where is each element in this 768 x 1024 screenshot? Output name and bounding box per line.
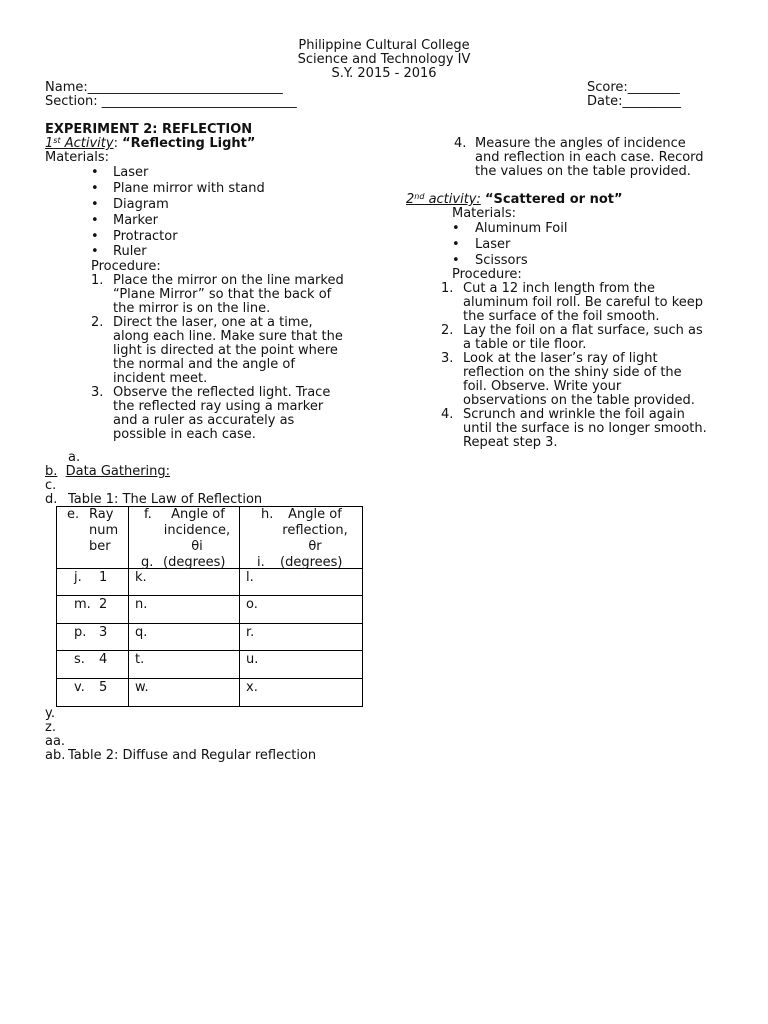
bullet: •	[91, 244, 99, 259]
header-cell-incidence	[129, 507, 240, 569]
step-number: 3.	[441, 351, 454, 366]
step-line: “Plane Mirror” so that the back of	[113, 287, 332, 302]
ray-cell: p. 3	[57, 624, 129, 651]
step-line: the normal and the angle of	[113, 357, 295, 372]
step-line: the mirror is on the line.	[113, 301, 271, 316]
step-line: a table or tile floor.	[463, 337, 587, 352]
procedure-label: Procedure:	[91, 259, 161, 274]
reflection-cell: u.	[240, 651, 363, 679]
header-letter: h.	[261, 507, 274, 522]
step-line: the reflected ray using a marker	[113, 399, 324, 414]
step-line: the surface of the foil smooth.	[463, 309, 660, 324]
step-number: 4.	[454, 136, 467, 151]
material-item: Plane mirror with stand	[113, 181, 265, 196]
step-line: Observe the reflected light. Trace	[113, 385, 331, 400]
material-item: Marker	[113, 213, 158, 228]
step-number: 4.	[441, 407, 454, 422]
step-line: Place the mirror on the line marked	[113, 273, 344, 288]
incidence-cell: t.	[129, 651, 240, 679]
material-item: Laser	[113, 165, 149, 180]
header-text: θi	[191, 539, 203, 554]
incidence-cell: q.	[129, 624, 240, 651]
table-row	[57, 569, 363, 596]
materials-label: Materials:	[452, 206, 516, 221]
step-line: along each line. Make sure that the	[113, 329, 343, 344]
step-line: Lay the foil on a flat surface, such as	[463, 323, 703, 338]
table-row	[57, 624, 363, 651]
step-line: Repeat step 3.	[463, 435, 558, 450]
step-number: 2.	[441, 323, 454, 338]
step-line: Scrunch and wrinkle the foil again	[463, 407, 685, 422]
ray-cell: v. 5	[57, 679, 129, 707]
header-cell-ray	[57, 507, 129, 569]
material-item: Ruler	[113, 244, 147, 259]
bullet: •	[91, 181, 99, 196]
bullet: •	[452, 237, 460, 252]
header-text: Angle of	[288, 507, 342, 522]
reflection-cell: x.	[240, 679, 363, 707]
materials-label: Materials:	[45, 150, 109, 165]
data-gathering-title: Data Gathering:	[65, 464, 171, 479]
activity2-heading	[406, 193, 623, 207]
header-text: θr	[308, 539, 322, 554]
step-line: light is directed at the point where	[113, 343, 338, 358]
table-row	[57, 651, 363, 679]
bullet: •	[91, 229, 99, 244]
incidence-cell: k.	[129, 569, 240, 596]
step-line: observations on the table provided.	[463, 393, 695, 408]
ray-cell: m. 2	[57, 596, 129, 624]
activity2-word: activity:	[424, 192, 481, 207]
activity1-ordinal: 1	[45, 136, 54, 151]
marker-y: y.	[45, 706, 55, 721]
activity2-ordinal-suffix: nd	[414, 192, 425, 201]
activity1-title: “Reflecting Light”	[122, 136, 256, 151]
ray-cell: s. 4	[57, 651, 129, 679]
header-text: reflection,	[282, 523, 348, 538]
table-row	[57, 596, 363, 624]
activity1-word: Activity	[60, 136, 114, 151]
marker-z: z.	[45, 720, 56, 735]
material-item: Scissors	[475, 253, 528, 268]
activity1-colon: :	[113, 136, 123, 151]
header-letter: e.	[67, 507, 80, 522]
marker-ab: ab.	[45, 748, 66, 763]
step-line: and a ruler as accurately as	[113, 413, 295, 428]
step-line: until the surface is no longer smooth.	[463, 421, 707, 436]
bullet: •	[91, 213, 99, 228]
marker-c: c.	[45, 478, 57, 493]
material-item: Protractor	[113, 229, 178, 244]
header-text: Angle of	[171, 507, 225, 522]
bullet: •	[452, 253, 460, 268]
date-field: Date:_________	[587, 94, 681, 109]
step-line: Look at the laser’s ray of light	[463, 351, 658, 366]
header-text: ber	[89, 539, 111, 554]
name-field: Name:______________________________	[45, 80, 283, 95]
step-line: and reflection in each case. Record	[475, 150, 704, 165]
step-number: 2.	[91, 315, 104, 330]
activity1-ordinal-suffix: st	[53, 136, 61, 145]
header-text: (degrees)	[163, 555, 226, 570]
step-line: reflection on the shiny side of the	[463, 365, 682, 380]
step-number: 3.	[91, 385, 104, 400]
bullet: •	[452, 221, 460, 236]
score-field: Score:________	[587, 80, 680, 95]
header-text: incidence,	[163, 523, 231, 538]
table-header-row	[57, 507, 363, 569]
experiment-title: EXPERIMENT 2: REFLECTION	[45, 122, 253, 137]
header-letter: g.	[141, 555, 154, 570]
section-field: Section: ______________________________	[45, 94, 297, 109]
step-line: incident meet.	[113, 371, 208, 386]
table-row	[57, 679, 363, 707]
header-text: Ray	[89, 507, 114, 522]
header-letter: f.	[144, 507, 152, 522]
step-line: possible in each case.	[113, 427, 256, 442]
marker-aa: aa.	[45, 734, 66, 749]
material-item: Diagram	[113, 197, 169, 212]
step-line: Measure the angles of incidence	[475, 136, 686, 151]
header-letter: i.	[257, 555, 265, 570]
material-item: Aluminum Foil	[475, 221, 568, 236]
step-number: 1.	[91, 273, 104, 288]
school-year: S.Y. 2015 - 2016	[331, 66, 437, 81]
step-line: the values on the table provided.	[475, 164, 691, 179]
step-number: 1.	[441, 281, 454, 296]
header-text: (degrees)	[280, 555, 343, 570]
reflection-cell: r.	[240, 624, 363, 651]
material-item: Laser	[475, 237, 511, 252]
bullet: •	[91, 197, 99, 212]
header-cell-reflection	[240, 507, 363, 569]
data-gathering-heading	[45, 465, 170, 479]
marker-d: d.	[45, 492, 58, 507]
table1	[56, 506, 363, 707]
activity2-ordinal: 2	[406, 192, 415, 207]
activity2-title: “Scattered or not”	[485, 192, 623, 207]
step-line: Direct the laser, one at a time,	[113, 315, 313, 330]
procedure-label: Procedure:	[452, 267, 522, 282]
data-gathering-letter: b.	[45, 464, 58, 479]
activity1-heading	[45, 137, 255, 151]
table2-title: Table 2: Diffuse and Regular reflection	[68, 748, 317, 763]
ray-cell: j. 1	[57, 569, 129, 596]
step-line: foil. Observe. Write your	[463, 379, 622, 394]
header-text: num	[89, 523, 119, 538]
table1-title: Table 1: The Law of Reflection	[68, 492, 263, 507]
incidence-cell: w.	[129, 679, 240, 707]
bullet: •	[91, 165, 99, 180]
marker-a: a.	[68, 450, 81, 465]
incidence-cell: n.	[129, 596, 240, 624]
subject-title: Science and Technology IV	[297, 52, 471, 67]
reflection-cell: l.	[240, 569, 363, 596]
step-line: Cut a 12 inch length from the	[463, 281, 655, 296]
step-line: aluminum foil roll. Be careful to keep	[463, 295, 704, 310]
reflection-cell: o.	[240, 596, 363, 624]
school-name: Philippine Cultural College	[298, 38, 470, 53]
